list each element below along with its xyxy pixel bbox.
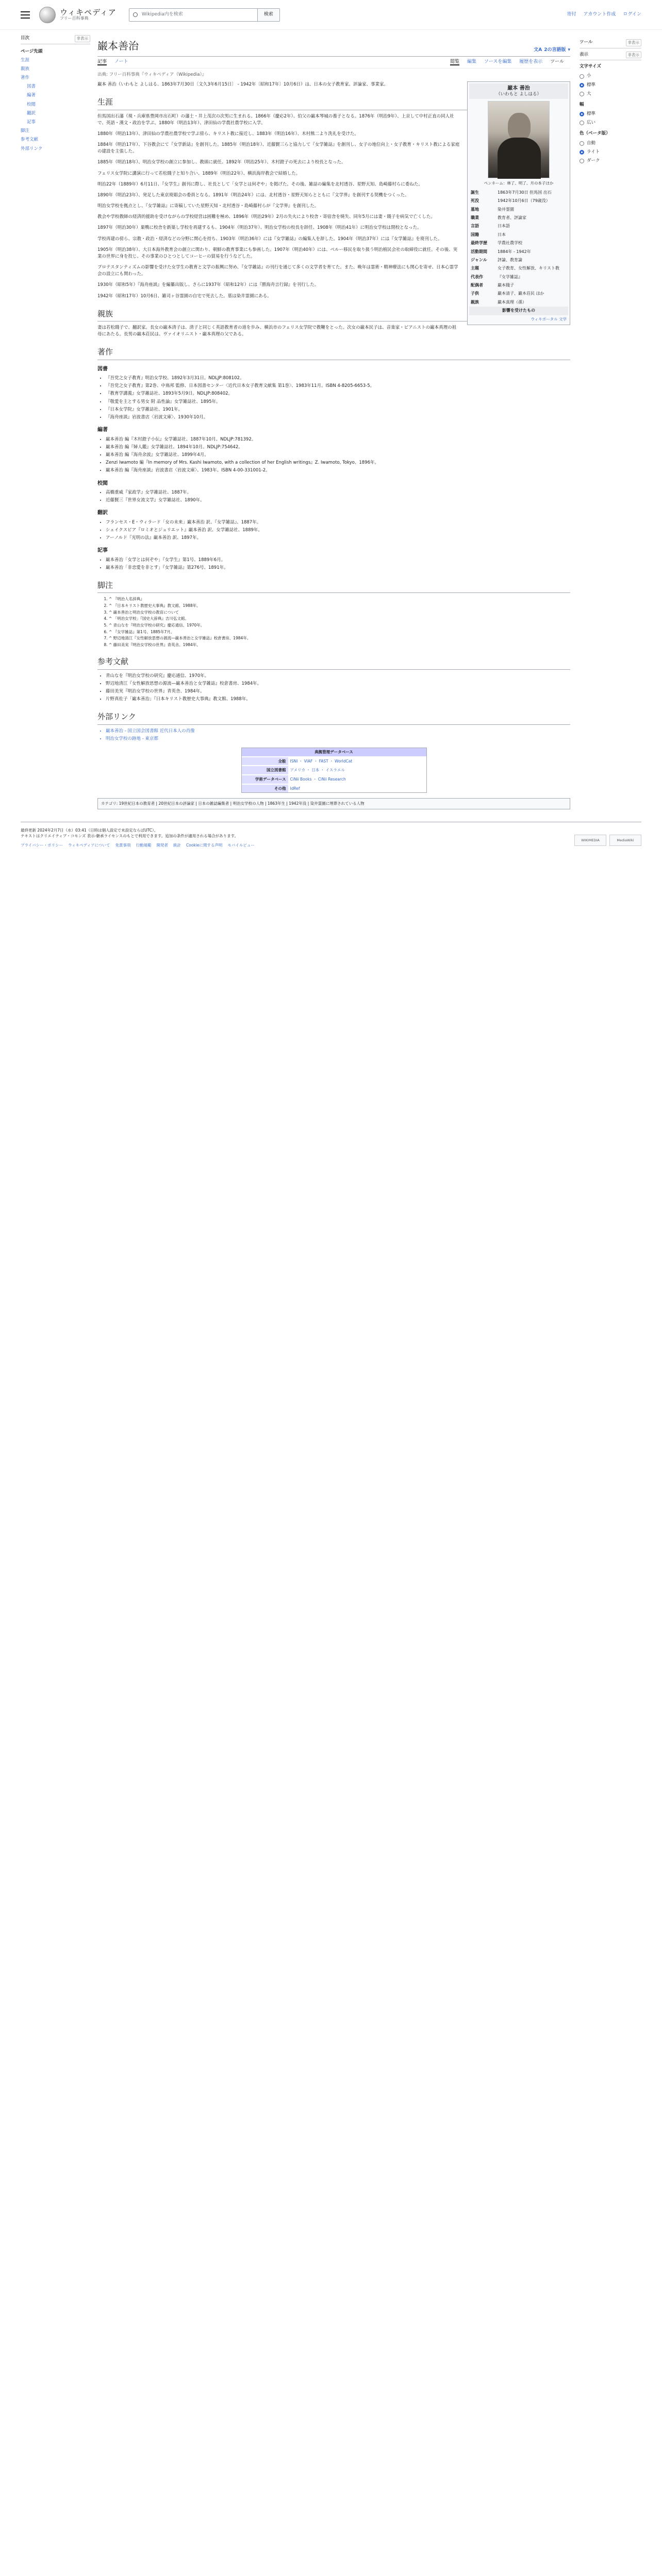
- external-link[interactable]: • 明治女学校の跡地 - 東京都: [106, 736, 570, 742]
- infobox-row: [469, 189, 568, 197]
- infobox-value: 評論、教育論: [498, 257, 522, 262]
- footer-link[interactable]: 免責事項: [115, 843, 131, 848]
- radio-label: 標準: [587, 82, 596, 88]
- color-option[interactable]: [580, 139, 641, 148]
- radio-button-icon: [580, 150, 584, 155]
- infobox-row: [469, 290, 568, 298]
- articles-list: [97, 557, 570, 571]
- infobox-label: 国籍: [471, 232, 479, 237]
- life-paragraph: 教会や学校教師の経済的援助を受けながらの学校経営は困難を極め、1896年（明治29年）2月の失火により校舎・寄宿舎を焼失、同年5月には妻・賤子を病気で亡くした。: [97, 214, 435, 220]
- footer-link[interactable]: Cookieに関する声明: [186, 843, 223, 848]
- bibliography-item: • 青山なを『明治女学校の研究』慶応通信、1970年。: [106, 673, 570, 680]
- color-option[interactable]: [580, 157, 641, 165]
- tools-heading: ツール 非表示: [580, 39, 641, 48]
- footer-link[interactable]: ウィキペディアについて: [68, 843, 110, 848]
- authority-value[interactable]: CiNii Books ・ CiNii Research: [288, 775, 426, 784]
- footer-link[interactable]: 行動規範: [136, 843, 152, 848]
- article-item: • 巌本善治「非恋愛を非とす」『女学雑誌』第276号、1891年。: [106, 565, 570, 571]
- infobox-row: [469, 197, 568, 205]
- edited-item: • 巌本善治 編『海舟座談』岩波書店〈岩波文庫〉、1983年。ISBN 4-00-331001-2。: [106, 467, 570, 474]
- page-title: 巌本善治: [97, 40, 139, 52]
- life-paragraph: 学校再建の傍ら、宗教・政治・経済などの分野に関心を持ち、1903年（明治36年）には『女学雑誌』の編集人を辞した。1904年（明治37年）には『女学雑誌』を廃刊した。: [97, 236, 442, 242]
- authority-label: 国立図書館: [242, 766, 288, 775]
- tab-tools[interactable]: ツール: [550, 59, 564, 64]
- toc-item[interactable]: 翻訳: [27, 110, 36, 116]
- toc-item[interactable]: 外部リンク: [21, 146, 43, 151]
- life-paragraph: プロテスタンティズムの影響を受けた女学生の教育と文学の振興に努め、『女学雑誌』の刊行を通じて多くの文学者を育てた。また、晩年は霊術・精神療法にも関心を寄せ、日本心霊学会の設立にも関わった。: [97, 265, 458, 277]
- page: [0, 0, 662, 854]
- life-paragraph: 1897年（明治30年）巣鴨に校舎を新築し学校を再建するも、1904年（明治37年）、明治女学校の校長を辞任、1908年（明治41年）に明治女学校は閉校となった。: [97, 225, 422, 231]
- translation-list: [97, 519, 570, 542]
- width-options: [580, 110, 641, 127]
- radio-button-icon: [580, 159, 584, 163]
- toc-list: [21, 47, 90, 154]
- section-bibliography: 参考文献: [97, 656, 570, 669]
- infobox-row: [469, 214, 568, 222]
- toc-item[interactable]: 図書: [27, 84, 36, 90]
- mediawiki-badge[interactable]: MediaWiki: [609, 835, 641, 846]
- donate-link[interactable]: 寄付: [567, 11, 576, 17]
- text-size-label: 文字サイズ: [580, 64, 601, 70]
- wikipedia-globe-icon: [39, 7, 56, 23]
- translation-item: • シェイクスピア『ロミオとジュリエット』巌本善治 訳、女学雑誌社、1889年。: [106, 527, 570, 534]
- main-menu-icon[interactable]: [21, 11, 30, 19]
- authority-value[interactable]: ISNI ・ VIAF ・ FAST ・ WorldCat: [288, 757, 426, 766]
- toc-item[interactable]: 校閲: [27, 101, 36, 107]
- family-paragraph: 妻は若松賤子で、翻訳家。長女の巌本清子は、清子と同じく英語教育者の道を歩み、横浜市のフェリス女学院で教鞭をとった。次女の巌本民子は、音楽家・ピアニストの巌本真理の祖母にあたる。長男の巌本荘民は、ヴァイオリニスト・巌本真理の父である。: [97, 325, 457, 337]
- subsection-translation: 翻訳: [97, 510, 108, 516]
- life-paragraph: 1884年（明治17年）、下谷教会にて『女学新誌』を創刊した。1885年（明治18年）、近藤賢三らと協力して『女学雑誌』を創刊し、女子の地位向上・女子教育・キリスト教による家庭の建設を主張した。: [97, 142, 460, 155]
- color-option[interactable]: [580, 148, 641, 157]
- bibliography-item: • 片野真佐子「巌本善治」『日本キリスト教歴史大事典』教文館、1988年。: [106, 696, 570, 703]
- infobox-value: 学農社農学校: [498, 241, 522, 246]
- radio-button-icon: [580, 112, 584, 116]
- tab-talk[interactable]: ノート: [114, 59, 128, 64]
- infobox-value: 『女学雑誌』: [498, 274, 522, 279]
- infobox-value: 1942年10月6日（79歳没）: [498, 198, 550, 204]
- bibliography-item: • 野辺地清江『女性解放思想の源流―巌本善治と女学雑誌』校倉書房、1984年。: [106, 681, 570, 687]
- reference-item: 4. ^ 「明治女学校」『国史大辞典』吉川弘文館。: [109, 616, 570, 622]
- infobox-label: 主題: [471, 266, 479, 271]
- infobox-row: [469, 231, 568, 239]
- infobox-value: 日本: [498, 232, 506, 237]
- authority-value[interactable]: アメリカ ・ 日本 ・ イスラエル: [288, 766, 426, 775]
- infobox-label: 墓地: [471, 207, 479, 212]
- toc-item[interactable]: 参考文献: [21, 137, 39, 143]
- reference-item: 3. ^ 巌本善治と明治女学校の教育について: [109, 609, 570, 616]
- radio-button-icon: [580, 121, 584, 125]
- create-account-link[interactable]: アカウント作成: [583, 11, 616, 17]
- article-item: • 巌本善治「女学とは何ぞや」『女学生』第1号、1889年6月。: [106, 557, 570, 564]
- tab-edit-source[interactable]: ソースを編集: [484, 59, 512, 64]
- edited-list: [97, 436, 570, 474]
- infobox-label: 誕生: [471, 190, 479, 195]
- authority-label: その他: [242, 784, 288, 793]
- color-options: [580, 139, 641, 166]
- infobox-value: 日本語: [498, 224, 510, 229]
- authority-value[interactable]: IdRef: [288, 784, 426, 793]
- logo-title: ウィキペディア: [60, 7, 117, 17]
- footer-link[interactable]: 開発者: [156, 843, 168, 848]
- infobox-row: [469, 273, 568, 281]
- language-button[interactable]: 文A 2の言語版 ▾: [534, 47, 570, 54]
- edited-item: • 巌本善治 編『海舟余波』女学雑誌社、1899年4月。: [106, 452, 570, 459]
- appearance-hide-button[interactable]: 非表示: [626, 52, 642, 59]
- external-link[interactable]: • 巌本善治 - 国立国会図書館 近代日本人の肖像: [106, 728, 570, 735]
- logo-subtitle: フリー百科事典: [60, 16, 89, 21]
- subsection-revised: 校閲: [97, 480, 108, 486]
- subsection-edited: 編著: [97, 427, 108, 433]
- text-size-option[interactable]: [580, 90, 641, 98]
- infobox-label: ジャンル: [471, 257, 487, 262]
- bibliography-item: • 藤田美実『明治女学校の世界』青英舎、1984年。: [106, 688, 570, 695]
- search-button[interactable]: 検索: [258, 8, 280, 22]
- footer-link[interactable]: モバイルビュー: [227, 843, 255, 848]
- width-option[interactable]: [580, 110, 641, 118]
- category-box[interactable]: カテゴリ: 19世紀日本の教育者 | 20世紀日本の評論家 | 日本の雑誌編集者 | 明治女学校の人物 | 1863年生 | 1942年没 | 染井霊園に埋葬されている人物: [97, 798, 570, 809]
- book-item: • 『教育学講義』女学雑誌社、1893年5月9日。NDLJP:808402。: [106, 391, 570, 397]
- life-paragraph: 1942年（昭和17年）10月6日、雑司ヶ谷霊園の自宅で死去した。墓は染井霊園にある。: [97, 293, 272, 299]
- life-paragraph: 明治22年（1889年）6月11日、『女学生』創刊に際し、社長として「女学とは何ぞや」を掲げた。その後、雑誌の編集を北村透谷、星野天知、島崎藤村らに委ねた。: [97, 181, 423, 187]
- infobox-row: [469, 239, 568, 247]
- authority-control-box: [241, 748, 427, 793]
- toc-hide-button[interactable]: 非表示: [75, 35, 91, 42]
- infobox-table: [469, 189, 568, 307]
- infobox-label: 最終学歴: [471, 241, 487, 246]
- radio-label: 小: [587, 73, 591, 79]
- toc-item[interactable]: 著作: [21, 75, 30, 81]
- login-link[interactable]: ログイン: [623, 11, 641, 17]
- text-size-option[interactable]: [580, 72, 641, 80]
- appearance-heading: 表示 非表示: [580, 52, 641, 61]
- reference-item: 6. ^ 『女学雑誌』第1号、1885年7月。: [109, 629, 570, 635]
- color-label: 色（ベータ版）: [580, 131, 610, 137]
- toc-item[interactable]: 生涯: [21, 57, 30, 63]
- tab-edit[interactable]: 編集: [467, 59, 476, 64]
- footer-links: [21, 842, 641, 849]
- radio-label: ダーク: [587, 158, 600, 163]
- subsection-articles: 記事: [97, 548, 108, 554]
- toc-item[interactable]: 記事: [27, 120, 36, 125]
- book-item: • 『敬愛を主とする男女 附 品性論』女学雑誌社、1895年。: [106, 399, 570, 405]
- toc-item[interactable]: 編著: [27, 93, 36, 98]
- page-footer: [21, 822, 641, 854]
- tab-history[interactable]: 履歴を表示: [519, 59, 543, 64]
- reference-item: 7. ^ 野辺地清江『女性解放思想の源流―巌本善治と女学雑誌』校倉書房、1984年。: [109, 635, 570, 641]
- books-list: [97, 375, 570, 421]
- edited-item: • Zenzi Iwamoto 編『In memory of Mrs. Kashi Iwamoto, with a collection of her English writings』Z. Iwamoto, Tokyo、1896年。: [106, 460, 570, 466]
- section-works: 著作: [97, 346, 570, 360]
- reference-item: 1. ^ 『明治人名辞典』: [109, 596, 570, 602]
- infobox-label: 活動期間: [471, 249, 487, 254]
- section-life: 生涯: [97, 96, 570, 110]
- infobox-footer-link[interactable]: ウィキポータル 文学: [531, 316, 567, 321]
- infobox-section: 影響を受けたもの: [469, 307, 568, 315]
- infobox-row: [469, 206, 568, 214]
- radio-button-icon: [580, 141, 584, 146]
- tab-read[interactable]: 閲覧: [450, 59, 460, 64]
- subsection-books: 図書: [97, 366, 108, 372]
- authority-row: [242, 757, 426, 766]
- intro-paragraph: 巌本 善治（いわもと よしはる、1863年7月30日〔文久3年6月15日〕 - 1942年〔昭和17年〕10月6日）は、日本の女子教育家、評論家、事業家。: [97, 82, 389, 88]
- life-paragraph: 但馬国出石藩（現・兵庫県豊岡市出石町）の藩士・井上茂次の次男に生まれる。1866年（慶応2年）、伯父の巌本琴城の養子となる。1876年（明治9年）、上京して中村正直の同人社で、英語・漢文・政治を学ぶ。1880年（明治13年）、津田仙の学農社農学校に入学。: [97, 113, 454, 126]
- from-line: 出典: フリー百科事典『ウィキペディア（Wikipedia）』: [97, 72, 207, 77]
- authority-label: 学術データベース: [242, 775, 288, 784]
- radio-button-icon: [580, 74, 584, 79]
- toc-item[interactable]: ページ先頭: [21, 48, 43, 54]
- infobox-row: [469, 256, 568, 264]
- chevron-down-icon: ▾: [568, 47, 570, 53]
- infobox-title: 巌本 善治 （いわもと よしはる）: [469, 83, 568, 99]
- edited-item: • 巌本善治 編『木村鐙子小伝』女学雑誌社、1887年10月。NDLJP:781392。: [106, 436, 570, 443]
- reference-item: 8. ^ 藤田美実『明治女学校の世界』青英舎、1984年。: [109, 642, 570, 648]
- tab-article[interactable]: 記事: [97, 59, 107, 64]
- edited-item: • 巌本善治 編『婦人鑑』女学雑誌社、1894年10月。NDLJP:754642。: [106, 444, 570, 451]
- infobox-label: 子供: [471, 291, 479, 296]
- text-size-option[interactable]: [580, 81, 641, 90]
- book-item: • 『吾党之女子教育』明治女学校、1892年3月31日。NDLJP:808102。: [106, 375, 570, 382]
- translation-item: • フランセス・E・ウィラード「女の未来」巌本善治 訳、『女学雑誌』、1887年。: [106, 519, 570, 526]
- revised-item: • 高橋重威『家政学』女学雑誌社、1887年。: [106, 489, 570, 496]
- external-links-list: [97, 728, 570, 742]
- search-input[interactable]: Wikipedia内を検索: [129, 8, 258, 22]
- wikimedia-badge[interactable]: WIKIMEDIA: [574, 835, 606, 846]
- footer-link[interactable]: 統計: [173, 843, 181, 848]
- text-size-options: [580, 72, 641, 98]
- section-family: 親族: [97, 308, 570, 321]
- revised-list: [97, 489, 570, 504]
- toc-item[interactable]: 脚注: [21, 128, 30, 134]
- radio-label: ライト: [587, 149, 600, 155]
- infobox-row: [469, 298, 568, 307]
- infobox-label: 配偶者: [471, 283, 483, 288]
- width-label: 幅: [580, 101, 584, 107]
- footer-link[interactable]: プライバシー・ポリシー: [21, 843, 63, 848]
- portrait-photo[interactable]: [488, 101, 550, 178]
- book-item: • 『日本女学院』女学雑誌社、1901年。: [106, 406, 570, 413]
- radio-label: 大: [587, 91, 591, 96]
- book-item: • 『海舟座談』岩波書店〈岩波文庫〉、1930年10月。: [106, 414, 570, 421]
- life-paragraph: 1880年（明治13年）、津田仙の学農社農学校で学ぶ傍ら、キリスト教に接近し、1883年（明治16年）、木村熊二より洗礼を受けた。: [97, 131, 359, 137]
- appearance-sidebar: [580, 30, 641, 815]
- tools-hide-button[interactable]: 非表示: [626, 39, 642, 46]
- infobox-value: 巌本真理（孫）: [498, 299, 526, 304]
- infobox-value: 女子教育、女性解放、キリスト教: [498, 266, 559, 271]
- section-notes: 脚注: [97, 580, 570, 593]
- infobox-value: 1884年 - 1942年: [498, 249, 531, 254]
- infobox-label: 言語: [471, 224, 479, 229]
- life-paragraph: 明治女学校を拠点とし、『女学雑誌』に寄稿していた星野天知・北村透谷・島崎藤村らが『文学界』を創刊した。: [97, 204, 319, 209]
- infobox-value: 1863年7月30日 但馬国 出石: [498, 190, 552, 195]
- life-paragraph: 1905年（明治38年）、大日本海外教育会の創立に関わり、朝鮮の教育事業にも参画した。1907年（明治40年）には、ベルー移民を取り扱う明治植民会社の取締役に就任。その後、実業の世界に身を投じ、その事業のひとつとしてコーヒーの貿易を行うなどした。: [97, 247, 458, 259]
- site-logo[interactable]: [39, 7, 117, 23]
- authority-label: 全般: [242, 757, 288, 766]
- infobox-value: 巌本賤子: [498, 283, 514, 288]
- photo-caption: ペンネーム：林了、明了、月の本子ほか: [484, 181, 554, 186]
- radio-label: 標準: [587, 111, 596, 117]
- infobox-row: [469, 222, 568, 230]
- infobox-label: 代表作: [471, 274, 483, 279]
- reference-item: 2. ^ 『日本キリスト教歴史大事典』教文館、1988年。: [109, 603, 570, 609]
- search-icon: [133, 12, 138, 17]
- toc-item[interactable]: 親族: [21, 66, 30, 72]
- main-content: [90, 30, 580, 815]
- life-paragraph: 1885年（明治18年）、明治女学校の創立に参加し、教頭に就任。1892年（明治25年）、木村鐙子の死去により校長となった。: [97, 160, 346, 165]
- authority-row: [242, 775, 426, 784]
- life-paragraph: 1930年（昭和5年）『海舟座談』を編纂出版し、さらに1937年（昭和12年）には『勝海舟言行録』を刊行した。: [97, 282, 319, 288]
- life-paragraph: 1890年（明治23年）、発足した東京廃娼会の委員となる。1891年（明治24年）には、北村透谷・星野天知らとともに『文学界』を創刊する契機をつくった。: [97, 192, 409, 198]
- infobox-row: [469, 281, 568, 290]
- translate-icon: 文A: [534, 47, 542, 53]
- infobox-value: 染井霊園: [498, 207, 514, 212]
- authority-title: 典拠管理データベース: [242, 748, 426, 756]
- infobox-label: 親族: [471, 299, 479, 304]
- bibliography-list: [97, 673, 570, 703]
- site-header: [0, 0, 662, 30]
- page-tabs: [97, 57, 570, 69]
- infobox-value: 教育者、評論家: [498, 215, 526, 220]
- authority-row: [242, 766, 426, 775]
- user-links: [567, 11, 642, 19]
- infobox-label: 職業: [471, 215, 479, 220]
- radio-button-icon: [580, 83, 584, 88]
- infobox-label: 死没: [471, 198, 479, 204]
- toc-heading: 目次 非表示: [21, 35, 90, 44]
- last-updated: 最終更新 2024年2月7日（水）03:41（日時は個人設定で未設定ならばUTC）。: [21, 827, 158, 833]
- revised-item: • 近藤賢三『世界女流文学』女学雑誌社、1890年。: [106, 497, 570, 504]
- search-form: [129, 8, 280, 22]
- authority-row: [242, 784, 426, 793]
- radio-button-icon: [580, 92, 584, 96]
- infobox-row: [469, 248, 568, 256]
- reference-item: 5. ^ 青山なを『明治女学校の研究』慶応通信、1970年。: [109, 622, 570, 629]
- license-text: テキストはクリエイティブ・コモンズ 表示-継承ライセンスのもとで利用できます。追加の条件が適用される場合があります。: [21, 834, 239, 839]
- toc-sidebar: [21, 30, 90, 815]
- radio-label: 自動: [587, 140, 596, 146]
- book-item: • 『吾党之女子教育』第2巻、中嶌邦 監修、日本図書センター〈近代日本女子教育文献集 第1巻〉、1983年11月。ISBN 4-8205-6653-5。: [106, 383, 570, 389]
- infobox-row: [469, 264, 568, 273]
- infobox-value: 巌本清子、巌本荘民 ほか: [498, 291, 544, 296]
- references-list: [97, 596, 570, 648]
- radio-label: 広い: [587, 120, 596, 126]
- width-option[interactable]: [580, 118, 641, 127]
- life-paragraph: フェリス女学院に講演に行って若松賤子と知り合い、1889年（明治22年）、横浜海岸教会で結婚した。: [97, 171, 301, 176]
- section-external: 外部リンク: [97, 711, 570, 724]
- title-row: [97, 30, 570, 57]
- translation-item: • アーノルド『光明の法』巌本善治 訳、1897年。: [106, 535, 570, 541]
- infobox: [467, 81, 570, 325]
